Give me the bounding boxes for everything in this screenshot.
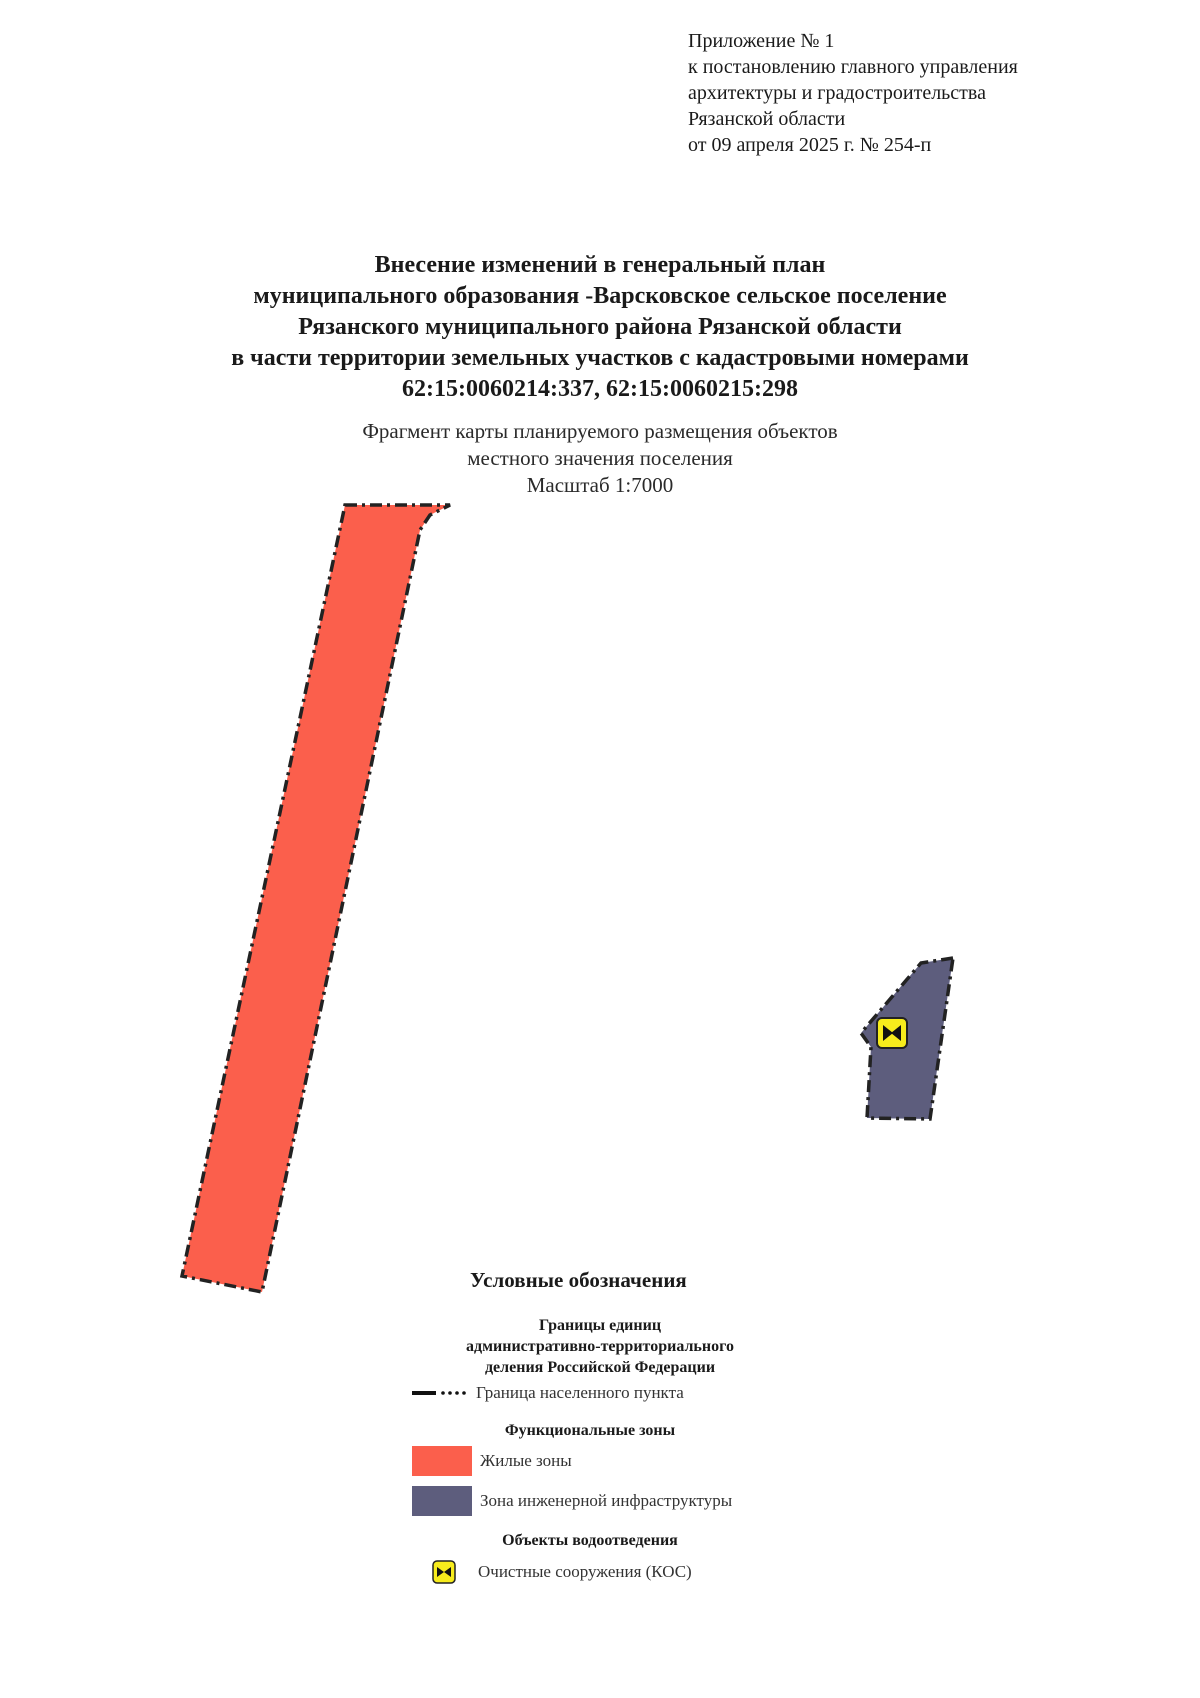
legend-sewerage-heading: Объекты водоотведения <box>502 1532 678 1549</box>
legend-item-residential <box>412 1446 572 1476</box>
title-line: Внесение изменений в генеральный план <box>374 252 826 278</box>
title-line: в части территории земельных участков с кадастровыми номерами <box>231 345 969 371</box>
title-line: муниципального образования -Варсковское сельское поселение <box>253 283 947 309</box>
annex-line: к постановлению главного управления <box>688 56 1018 78</box>
annex-line: архитектуры и градостроительства <box>688 82 986 104</box>
legend-heading-line: административно-территориального <box>466 1338 734 1355</box>
legend-heading-line: деления Российской Федерации <box>484 1359 716 1376</box>
legend-treatment-plant-label: Очистные сооружения (КОС) <box>478 1562 692 1581</box>
legend-heading-line: Границы единиц <box>538 1317 662 1334</box>
annex-line: Приложение № 1 <box>688 30 835 52</box>
legend-infrastructure-label: Зона инженерной инфраструктуры <box>480 1491 733 1510</box>
legend-residential-label: Жилые зоны <box>480 1451 572 1470</box>
title-line: Рязанского муниципального района Рязанской области <box>298 314 902 340</box>
legend-item-infrastructure <box>412 1486 732 1516</box>
subtitle-line: местного значения поселения <box>467 446 733 470</box>
subtitle-line: Фрагмент карты планируемого размещения объектов <box>362 419 838 443</box>
infrastructure-swatch <box>412 1486 472 1516</box>
treatment-plant-icon <box>432 1560 456 1584</box>
legend-item-treatment-plant <box>412 1560 692 1584</box>
residential-swatch <box>412 1446 472 1476</box>
legend-zones-heading: Функциональные зоны <box>504 1422 676 1439</box>
annex-line: Рязанской области <box>688 108 846 130</box>
legend-item-boundary <box>412 1383 684 1403</box>
scale-label: Масштаб 1:7000 <box>526 473 674 497</box>
annex-line: от 09 апреля 2025 г. № 254-п <box>688 134 932 156</box>
legend-boundaries-heading <box>410 1315 790 1378</box>
legend-title: Условные обозначения <box>470 1268 687 1292</box>
residential-zone <box>182 505 450 1292</box>
treatment-plant-icon <box>877 1018 907 1048</box>
boundary-line-icon <box>412 1388 470 1398</box>
title-line: 62:15:0060214:337, 62:15:0060215:298 <box>402 376 798 402</box>
legend-boundary-label: Граница населенного пункта <box>476 1383 684 1402</box>
